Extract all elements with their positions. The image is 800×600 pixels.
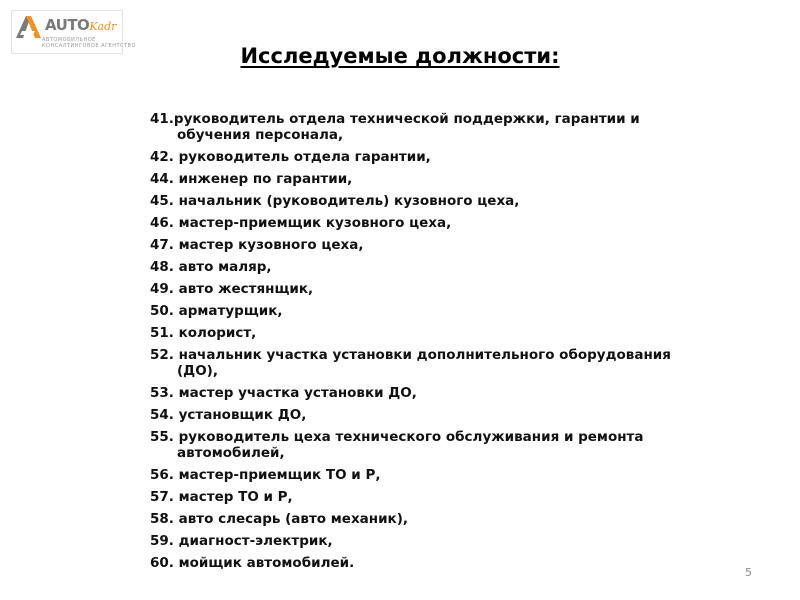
list-item: 50. арматурщик, [150, 303, 283, 319]
page-number: 5 [745, 566, 752, 579]
list-item: 41.руководитель отдела технической поддержки, гарантии и обучения персонала, [150, 111, 640, 143]
list-item: 45. начальник (руководитель) кузовного цеха, [150, 193, 520, 209]
list-item: 47. мастер кузовного цеха, [150, 237, 364, 253]
logo-tagline-2: КОНСАЛТИНГОВОЕ АГЕНТСТВО [42, 43, 136, 49]
list-item: 53. мастер участка установки ДО, [150, 385, 417, 401]
list-item: 54. установщик ДО, [150, 407, 307, 423]
list-item: 42. руководитель отдела гарантии, [150, 149, 431, 165]
list-item: 55. руководитель цеха технического обслуживания и ремонта автомобилей, [150, 429, 644, 461]
list-item: 52. начальник участка установки дополнительного оборудования (ДО), [150, 347, 671, 379]
list-item: 56. мастер-приемщик ТО и Р, [150, 467, 381, 483]
list-item: 57. мастер ТО и Р, [150, 489, 293, 505]
list-item: 49. авто жестянщик, [150, 281, 314, 297]
list-item: 59. диагност-электрик, [150, 533, 333, 549]
list-item: 60. мойщик автомобилей. [150, 555, 355, 571]
list-item: 58. авто слесарь (авто механик), [150, 511, 409, 527]
autokadr-logo-icon [14, 14, 44, 40]
logo-tagline-1: АВТОМОБИЛЬНОЕ [42, 37, 96, 43]
positions-list [150, 111, 710, 577]
list-item: 48. авто маляр, [150, 259, 272, 275]
list-item: 51. колорист, [150, 325, 257, 341]
list-item: 46. мастер-приемщик кузовного цеха, [150, 215, 452, 231]
list-item: 44. инженер по гарантии, [150, 171, 353, 187]
logo-wordmark-accent: Kadr [89, 20, 117, 33]
logo-wordmark: AUTOKadr [45, 16, 117, 34]
slide-title: Исследуемые должности: [240, 44, 560, 68]
